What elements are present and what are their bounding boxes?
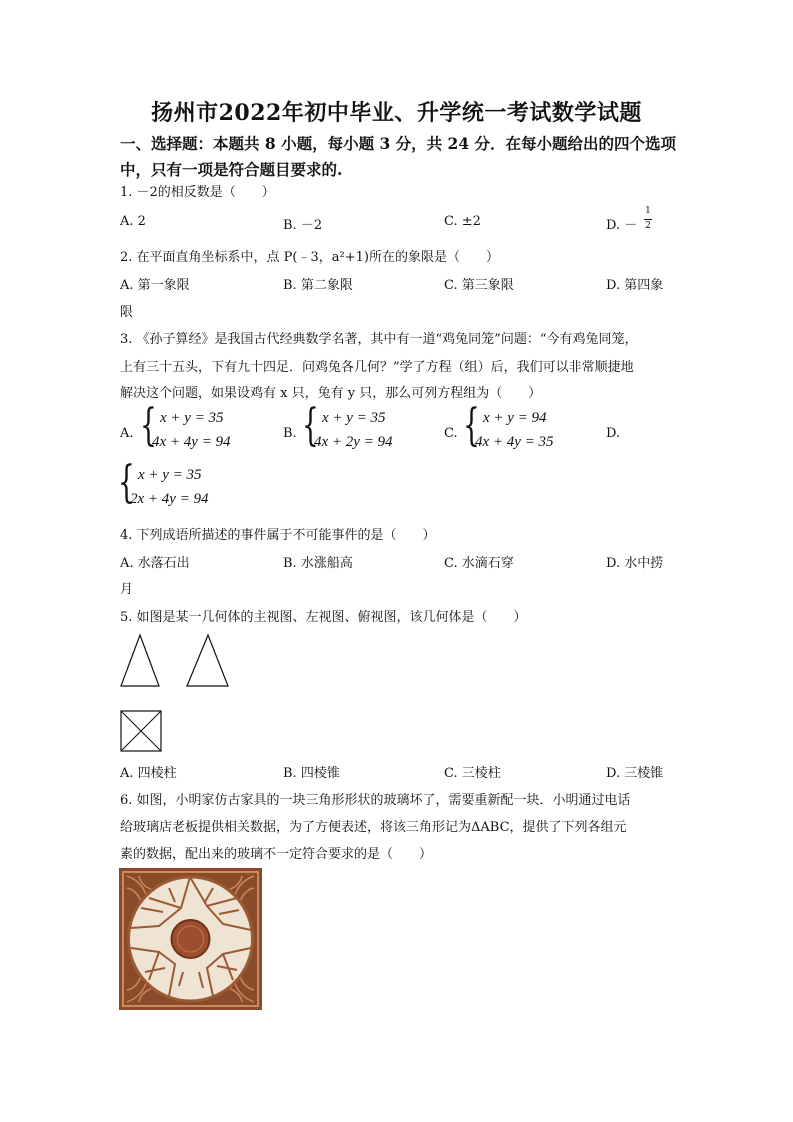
q4-option-d-continued: 月 xyxy=(120,582,134,597)
q3-stem-line3: 解决这个问题，如果设鸡有 x 只，兔有 y 只，那么可列方程组为（ ） xyxy=(120,386,542,401)
q2-option-d: D. 第四象 xyxy=(606,278,664,293)
q1-option-b: B. －2 xyxy=(283,218,323,233)
q4-option-b: B. 水涨船高 xyxy=(283,556,353,571)
q4-option-d: D. 水中捞 xyxy=(606,556,664,571)
brace-symbol: { xyxy=(463,400,480,451)
q5-option-c: C. 三棱柱 xyxy=(444,766,501,781)
q1-option-d: D. － xyxy=(606,218,638,233)
brace-symbol: { xyxy=(140,400,157,451)
brace-symbol: { xyxy=(302,400,319,451)
q4-stem: 4. 下列成语所描述的事件属于不可能事件的是（ ） xyxy=(120,528,436,543)
q3-option-c-system xyxy=(463,400,585,458)
q2-option-c: C. 第三象限 xyxy=(444,278,514,293)
section-heading-line2: 中，只有一项是符合题目要求的. xyxy=(120,160,343,179)
q4-option-a: A. 水落石出 xyxy=(120,556,190,571)
q1-option-d-numerator: 1 xyxy=(645,206,651,216)
q2-option-a: A. 第一象限 xyxy=(120,278,190,293)
q3-option-c-eq2: 4x + 4y = 35 xyxy=(475,434,554,450)
q3-stem-line1: 3. 《孙子算经》是我国古代经典数学名著，其中有一道“鸡兔同笼”问题：“今有鸡兔同笼， xyxy=(120,332,638,347)
q1-option-a: A. 2 xyxy=(120,214,146,229)
q3-option-d-system xyxy=(118,457,240,515)
q3-option-c-eq1: x + y = 94 xyxy=(483,410,547,426)
q3-option-a-eq1: x + y = 35 xyxy=(160,410,224,426)
q2-stem: 2. 在平面直角坐标系中，点 P(﹣3，a²+1)所在的象限是（ ） xyxy=(120,250,499,265)
q3-option-b-label: B. xyxy=(283,426,297,441)
q3-option-d-label: D. xyxy=(606,426,621,441)
q5-option-d: D. 三棱锥 xyxy=(606,766,664,781)
q2-option-d-continued: 限 xyxy=(120,305,134,320)
section-heading-line1: 一、选择题：本题共 8 小题，每小题 3 分，共 24 分．在每小题给出的四个选项 xyxy=(120,134,677,153)
q1-stem: 1. －2的相反数是（ ） xyxy=(120,185,275,200)
front-view-triangle xyxy=(121,635,159,686)
q6-stem-line2: 给玻璃店老板提供相关数据，为了方便表述，将该三角形记为ΔABC，提供了下列各组元 xyxy=(120,820,627,835)
q6-lattice-window-photo xyxy=(119,868,262,1010)
left-view-triangle xyxy=(187,635,228,686)
q3-option-a-eq2: 4x + 4y = 94 xyxy=(152,434,231,450)
q3-option-d-eq1: x + y = 35 xyxy=(138,467,202,483)
q3-option-b-system xyxy=(302,400,424,458)
q1-option-c: C. ±2 xyxy=(444,214,481,229)
q6-stem-line1: 6. 如图，小明家仿古家具的一块三角形形状的玻璃坏了，需要重新配一块．小明通过电话 xyxy=(120,793,631,808)
q3-option-b-eq2: 4x + 2y = 94 xyxy=(314,434,393,450)
q1-option-d-fraction-bar xyxy=(644,219,652,220)
q5-stem: 5. 如图是某一几何体的主视图、左视图、俯视图，该几何体是（ ） xyxy=(120,610,527,625)
q5-top-view xyxy=(118,708,164,754)
q5-option-b: B. 四棱锥 xyxy=(283,766,340,781)
q3-stem-line2: 上有三十五头，下有九十四足．问鸡兔各几何？”学了方程（组）后，我们可以非常顺捷地 xyxy=(120,360,634,375)
q3-option-a-system xyxy=(140,400,262,458)
q4-option-c: C. 水滴石穿 xyxy=(444,556,514,571)
q6-stem-line3: 素的数据，配出来的玻璃不一定符合要求的是（ ） xyxy=(120,847,433,862)
q1-option-d-denominator: 2 xyxy=(645,221,651,231)
brace-symbol: { xyxy=(118,457,135,508)
q5-front-left-views xyxy=(118,632,238,692)
q3-option-d-eq2: 2x + 4y = 94 xyxy=(130,491,209,507)
q2-option-b: B. 第二象限 xyxy=(283,278,353,293)
q5-option-a: A. 四棱柱 xyxy=(120,766,177,781)
q3-option-b-eq1: x + y = 35 xyxy=(322,410,386,426)
q3-option-c-label: C. xyxy=(444,426,458,441)
page-title: 扬州市2022年初中毕业、升学统一考试数学试题 xyxy=(151,100,642,126)
q3-option-a-label: A. xyxy=(120,426,134,441)
